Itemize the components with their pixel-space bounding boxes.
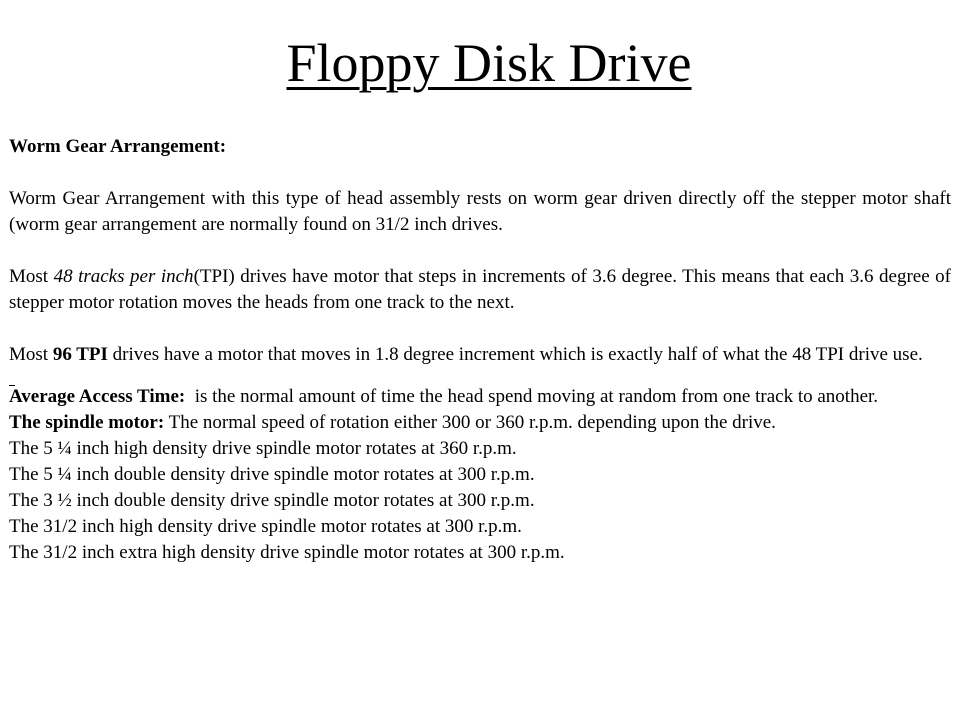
spindle-line: The 31/2 inch extra high density drive spindle motor rotates at 300 r.p.m. [9,542,565,563]
paragraph-worm-gear: Worm Gear Arrangement with this type of head assembly rests on worm gear driven directly off the stepper motor shaft (worm gear arrangement are normally found on 31/2 inch drives. [9,188,951,235]
paragraph-spindle-motor: The spindle motor: The normal speed of rotation either 300 or 360 r.p.m. depending upon the drive. [9,412,776,433]
section-heading: Worm Gear Arrangement: [9,136,227,157]
spindle-line: The 3 ½ inch double density drive spindle motor rotates at 300 r.p.m. [9,490,535,511]
paragraph-access-time: Average Access Time: is the normal amount of time the head spend moving at random from one track to another. [9,386,879,407]
spindle-line: The 5 ¼ inch high density drive spindle motor rotates at 360 r.p.m. [9,438,517,459]
paragraph-96-tpi: Most 96 TPI drives have a motor that moves in 1.8 degree increment which is exactly half of what the 48 TPI drive use. [9,344,923,365]
spindle-line: The 5 ¼ inch double density drive spindle motor rotates at 300 r.p.m. [9,464,535,485]
blank-marker [9,368,951,384]
spindle-line: The 31/2 inch high density drive spindle motor rotates at 300 r.p.m. [9,516,522,537]
page-title: Floppy Disk Drive [286,33,692,93]
content-body [9,134,951,566]
paragraph-48-tpi: Most 48 tracks per inch(TPI) drives have motor that steps in increments of 3.6 degree. This means that each 3.6 degree of stepper motor rotation moves the heads from one track to the next. [9,266,951,313]
